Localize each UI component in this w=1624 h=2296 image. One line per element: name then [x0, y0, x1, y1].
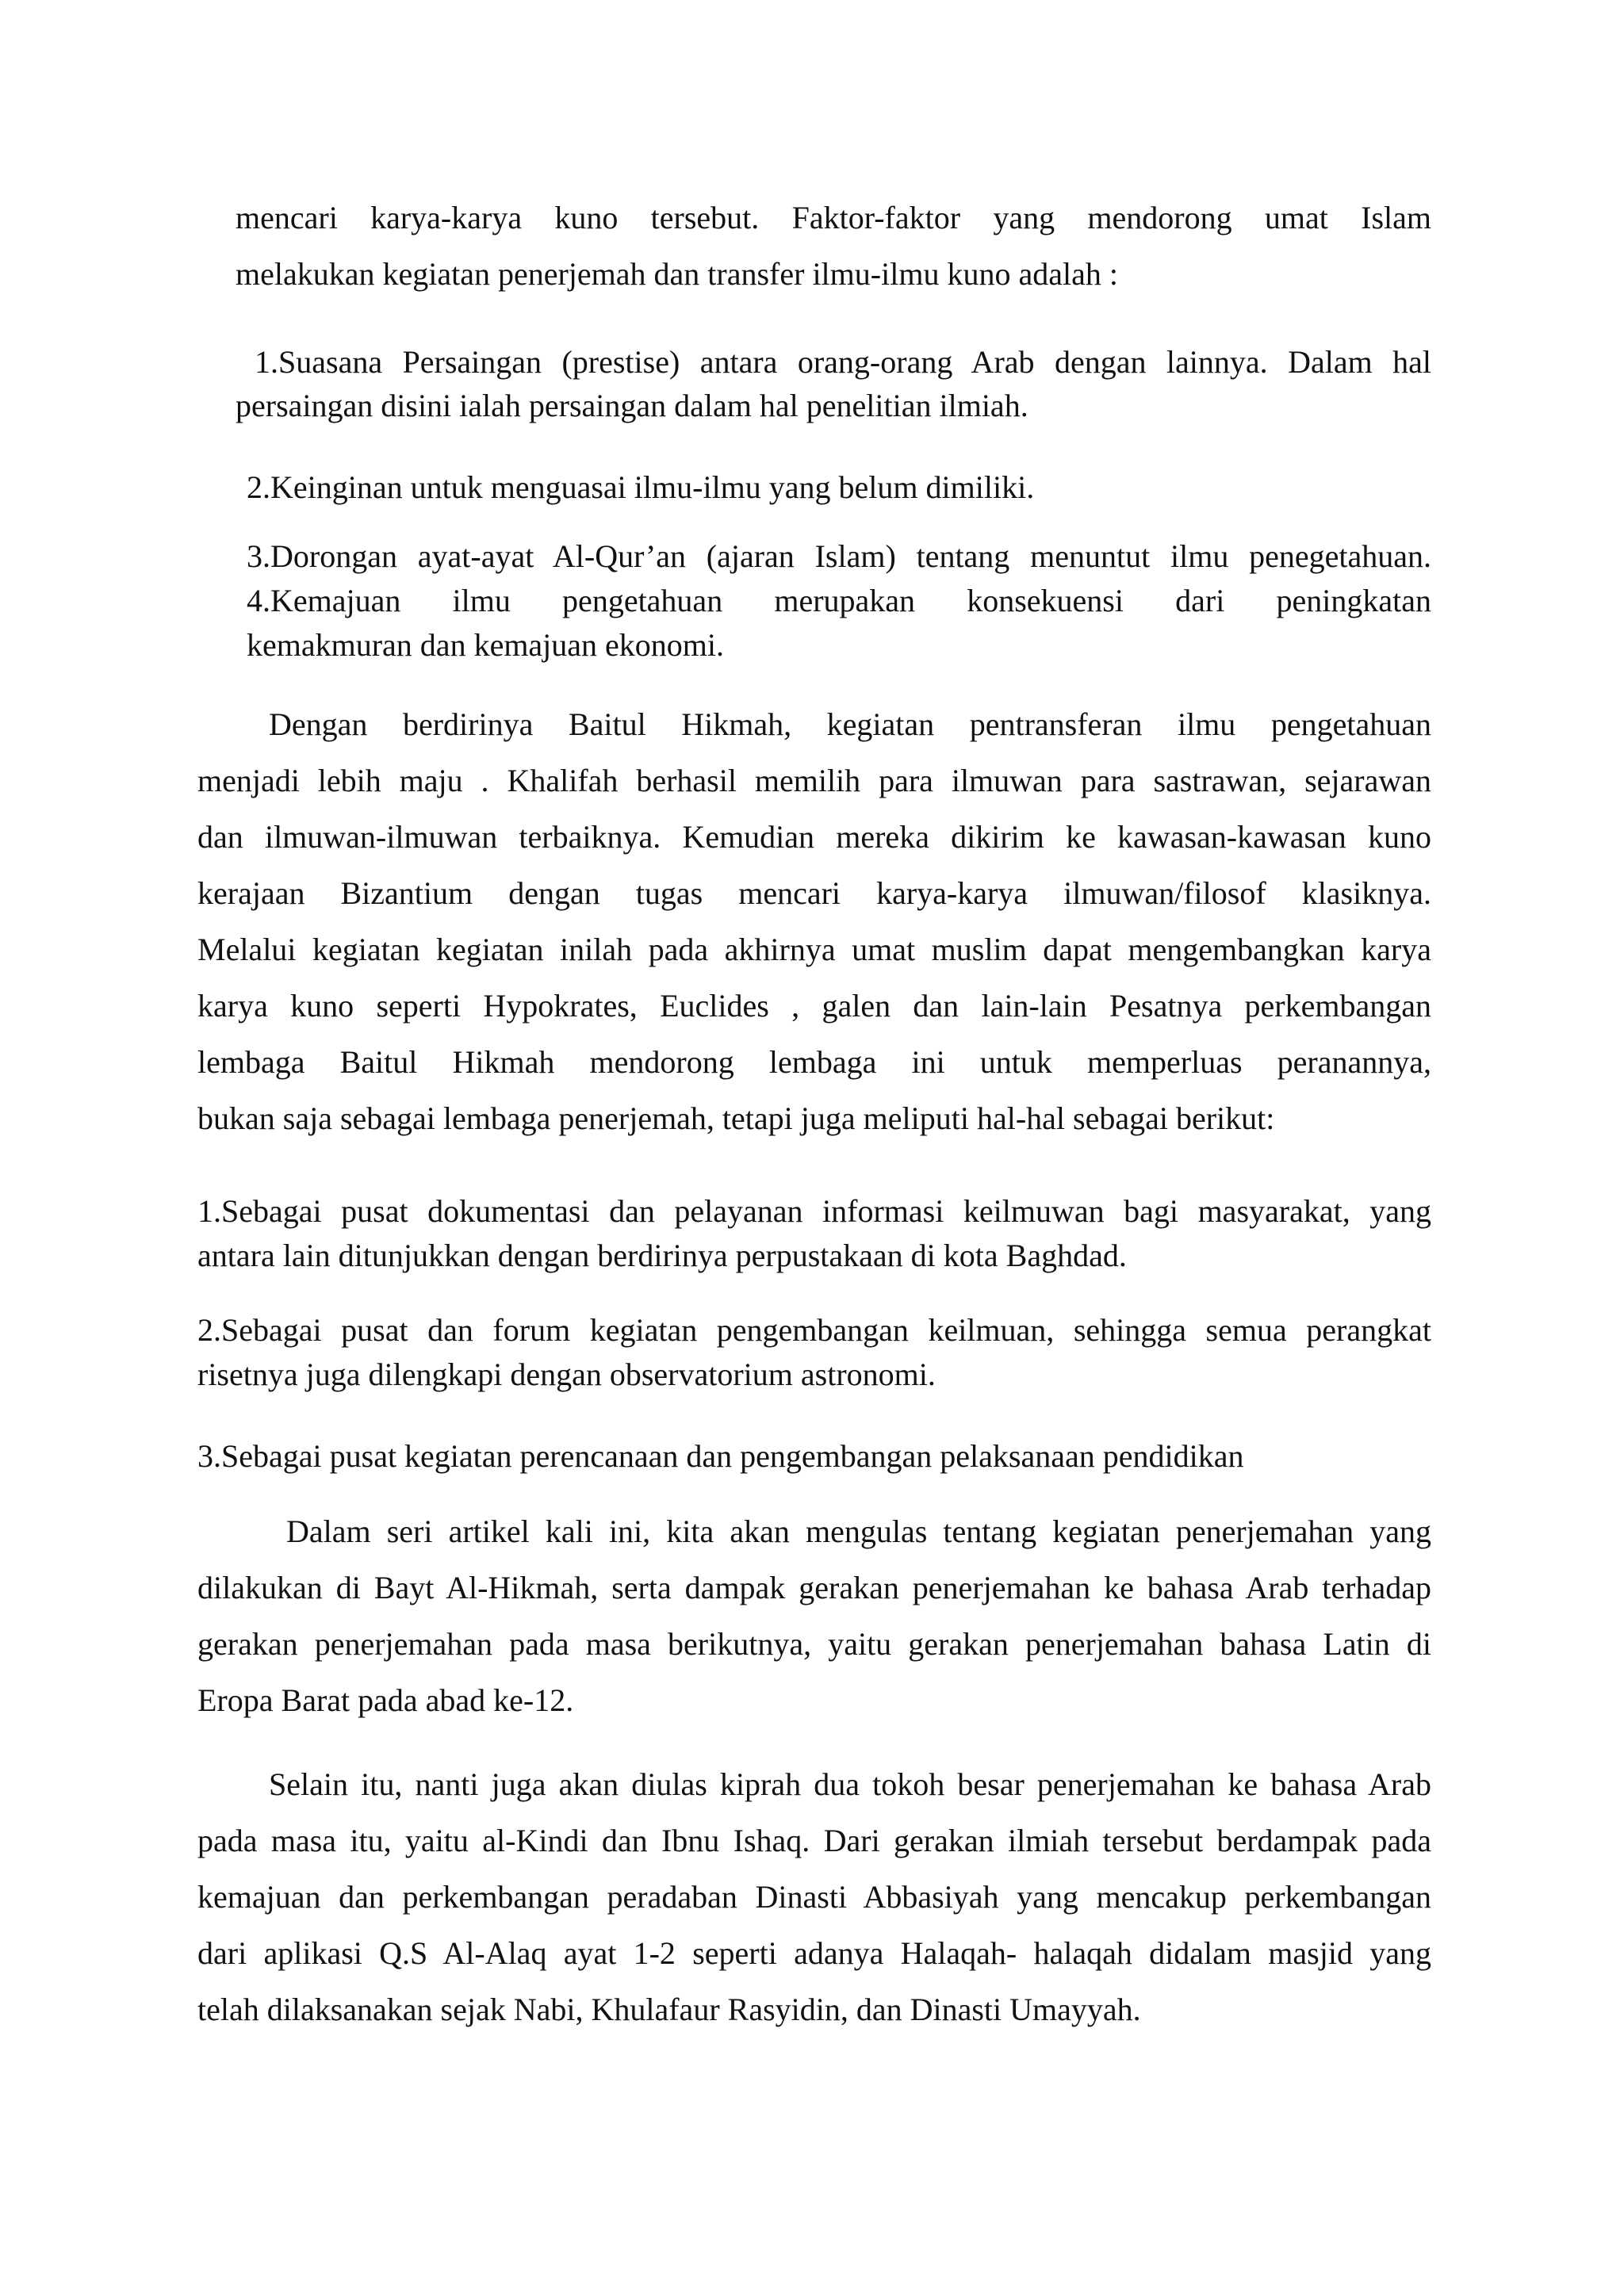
- role-line: 3.Sebagai pusat kegiatan perencanaan dan pengembangan pelaksanaan pendidikan: [197, 1438, 1244, 1474]
- closing-paragraph: [197, 1756, 1431, 2038]
- paragraph-line: dari aplikasi Q.S Al-Alaq ayat 1-2 seperti adanya Halaqah- halaqah didalam masjid yang: [197, 1935, 1431, 1971]
- paragraph-line: dilakukan di Bayt Al-Hikmah, serta dampak gerakan penerjemahan ke bahasa Arab terhadap: [197, 1570, 1431, 1605]
- baitul-hikmah-paragraph: [197, 696, 1431, 1146]
- factor-item-1: [236, 340, 1431, 427]
- paragraph-line: bukan saja sebagai lembaga penerjemah, tetapi juga meliputi hal-hal sebagai berikut:: [197, 1100, 1275, 1136]
- factor-line: 1.Suasana Persaingan (prestise) antara orang-orang Arab dengan lainnya. Dalam hal: [255, 344, 1431, 380]
- role-line: antara lain ditunjukkan dengan berdirinya perpustakaan di kota Baghdad.: [197, 1238, 1127, 1273]
- factor-line: 4.Kemajuan ilmu pengetahuan merupakan konsekuensi dari peningkatan: [247, 583, 1431, 618]
- factor-item-2: [247, 459, 1431, 515]
- factor-line: kemakmuran dan kemajuan ekonomi.: [247, 627, 725, 663]
- paragraph-line: Dengan berdirinya Baitul Hikmah, kegiatan pentransferan ilmu pengetahuan: [269, 706, 1431, 742]
- role-line: 1.Sebagai pusat dokumentasi dan pelayanan informasi keilmuwan bagi masyarakat, yang: [197, 1193, 1431, 1229]
- paragraph-line: Melalui kegiatan kegiatan inilah pada akhirnya umat muslim dapat mengembangkan karya: [197, 932, 1431, 967]
- intro-line: mencari karya-karya kuno tersebut. Faktor-faktor yang mendorong umat Islam: [236, 200, 1431, 235]
- intro-paragraph-end: [236, 246, 1431, 302]
- role-line: 2.Sebagai pusat dan forum kegiatan pengembangan keilmuan, sehingga semua perangkat: [197, 1312, 1431, 1348]
- paragraph-line: telah dilaksanakan sejak Nabi, Khulafaur Rasyidin, dan Dinasti Umayyah.: [197, 1992, 1141, 2027]
- intro-paragraph: [236, 189, 1431, 246]
- paragraph-line: dan ilmuwan-ilmuwan terbaiknya. Kemudian mereka dikirim ke kawasan-kawasan kuno: [197, 819, 1431, 855]
- paragraph-line: gerakan penerjemahan pada masa berikutnya, yaitu gerakan penerjemahan bahasa Latin di: [197, 1626, 1431, 1662]
- paragraph-line: kemajuan dan perkembangan peradaban Dinasti Abbasiyah yang mencakup perkembangan: [197, 1879, 1431, 1915]
- factor-item-3-4: [247, 534, 1431, 668]
- factor-line: persaingan disini ialah persaingan dalam hal penelitian ilmiah.: [236, 388, 1028, 423]
- paragraph-line: Dalam seri artikel kali ini, kita akan mengulas tentang kegiatan penerjemahan yang: [286, 1513, 1431, 1549]
- paragraph-line: karya kuno seperti Hypokrates, Euclides , galen dan lain-lain Pesatnya perkembangan: [197, 988, 1431, 1024]
- series-paragraph: [197, 1503, 1431, 1728]
- role-item-3: [197, 1428, 1431, 1484]
- paragraph-line: menjadi lebih maju . Khalifah berhasil memilih para ilmuwan para sastrawan, sejarawan: [197, 763, 1431, 798]
- paragraph-line: Eropa Barat pada abad ke-12.: [197, 1682, 574, 1718]
- role-item-1: [197, 1189, 1431, 1278]
- paragraph-line: lembaga Baitul Hikmah mendorong lembaga ini untuk memperluas peranannya,: [197, 1044, 1431, 1080]
- paragraph-line: Selain itu, nanti juga akan diulas kiprah dua tokoh besar penerjemahan ke bahasa Arab: [269, 1766, 1431, 1802]
- role-item-2: [197, 1308, 1431, 1397]
- factor-line: 2.Keinginan untuk menguasai ilmu-ilmu yang belum dimiliki.: [247, 469, 1035, 505]
- role-line: risetnya juga dilengkapi dengan observatorium astronomi.: [197, 1357, 936, 1392]
- paragraph-line: kerajaan Bizantium dengan tugas mencari karya-karya ilmuwan/filosof klasiknya.: [197, 875, 1431, 911]
- intro-line: melakukan kegiatan penerjemah dan transfer ilmu-ilmu kuno adalah :: [236, 256, 1118, 292]
- factor-line: 3.Dorongan ayat-ayat Al-Qur’an (ajaran Islam) tentang menuntut ilmu penegetahuan.: [247, 538, 1431, 574]
- paragraph-line: pada masa itu, yaitu al-Kindi dan Ibnu Ishaq. Dari gerakan ilmiah tersebut berdampak pada: [197, 1823, 1431, 1858]
